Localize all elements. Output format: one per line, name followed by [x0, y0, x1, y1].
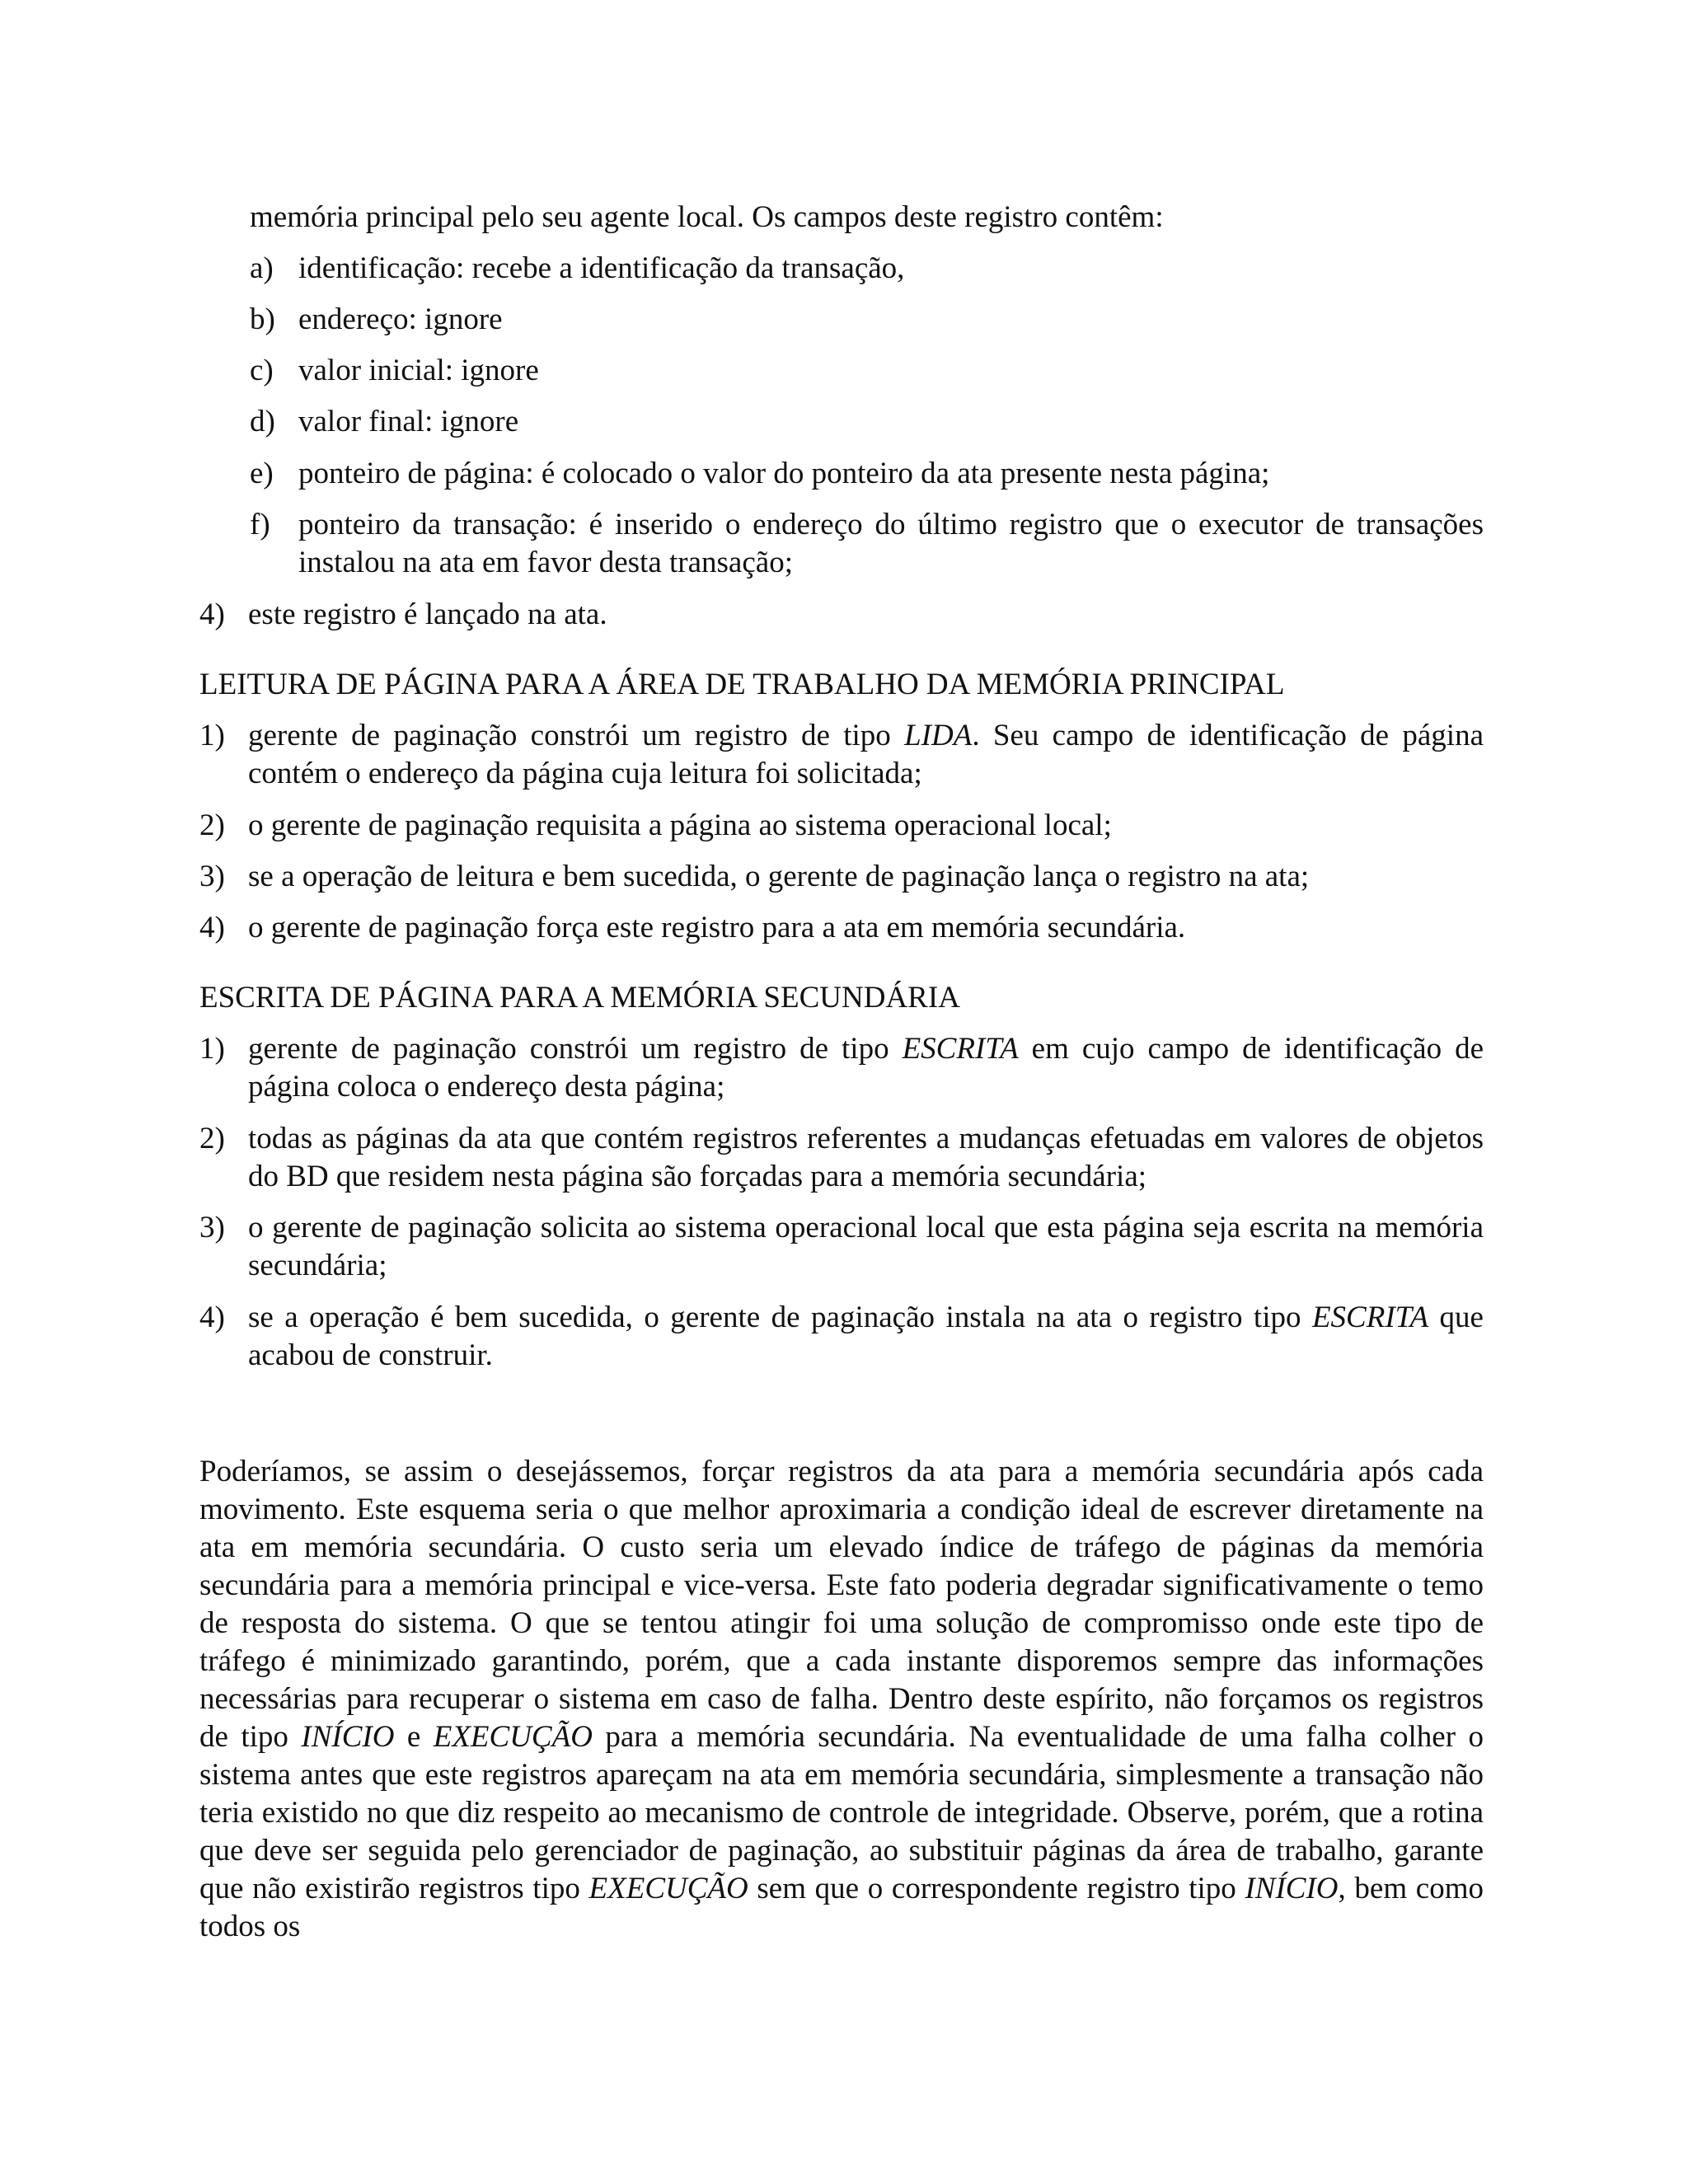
- field-label: e): [250, 457, 274, 490]
- field-item-d: [250, 403, 1484, 441]
- field-item-f: [250, 506, 1484, 582]
- step-text: gerente de paginação constrói um registro de tipo LIDA. Seu campo de identificação de página contém o endereço da página cuja leitura foi solicitada;: [248, 719, 1484, 790]
- step-text: o gerente de paginação solicita ao sistema operacional local que esta página seja escrita na memória secundária;: [248, 1211, 1484, 1282]
- step-label: 3): [199, 1211, 225, 1244]
- step-label: 2): [199, 808, 225, 842]
- leitura-item-1: [199, 717, 1484, 793]
- step-label: 4): [199, 911, 225, 944]
- field-label: b): [250, 302, 275, 336]
- section-heading-leitura: LEITURA DE PÁGINA PARA A ÁREA DE TRABALHO DA MEMÓRIA PRINCIPAL: [199, 668, 1285, 701]
- escrita-item-4: [199, 1299, 1484, 1375]
- field-label: a): [250, 251, 274, 285]
- escrita-item-1: [199, 1030, 1484, 1106]
- field-text: ponteiro da transação: é inserido o endereço do último registro que o executor de transações instalou na ata em favor desta transação;: [298, 508, 1484, 579]
- field-text: identificação: recebe a identificação da transação,: [298, 251, 905, 285]
- emphasis-term: EXECUÇÃO: [433, 1720, 593, 1754]
- section-heading-escrita: ESCRITA DE PÁGINA PARA A MEMÓRIA SECUNDÁRIA: [199, 981, 960, 1015]
- emphasis-term: EXECUÇÃO: [588, 1872, 748, 1905]
- field-label: f): [250, 508, 270, 541]
- body-paragraph: Poderíamos, se assim o desejássemos, forçar registros da ata para a memória secundária após cada movimento. Este esquema seria o que melhor aproximaria a condição ideal de escrever diretamente na ata em memória secundária. O custo seria um elevado índice de tráfego de páginas da memória secundária para a memória principal e vice-versa. Este fato poderia degradar significativamente o temo de resposta do sistema. O que se tentou atingir foi uma solução de compromisso onde este tipo de tráfego é minimizado garantindo, porém, que a cada instante disporemos sempre das informações necessárias para recuperar o sistema em caso de falha. Dentro deste espírito, não forçamos os registros de tipo INÍCIO e EXECUÇÃO para a memória secundária. Na eventualidade de uma falha colher o sistema antes que este registros apareçam na ata em memória secundária, simplesmente a transação não teria existido no que diz respeito ao mecanismo de controle de integridade. Observe, porém, que a rotina que deve ser seguida pelo gerenciador de paginação, ao substituir páginas da área de trabalho, garante que não existirão registros tipo EXECUÇÃO sem que o correspondente registro tipo INÍCIO, bem como todos os: [199, 1455, 1484, 1943]
- step-text: se a operação é bem sucedida, o gerente de paginação instala na ata o registro tipo ESCRITA que acabou de construir.: [248, 1301, 1484, 1372]
- escrita-item-3: [199, 1209, 1484, 1285]
- step-text: o gerente de paginação requisita a página ao sistema operacional local;: [248, 808, 1112, 842]
- step-text: o gerente de paginação força este registro para a ata em memória secundária.: [248, 911, 1186, 944]
- leitura-item-2: [199, 807, 1484, 845]
- step-label: 1): [199, 719, 225, 752]
- field-item-c: [250, 352, 1484, 390]
- emphasis-term: ESCRITA: [1311, 1301, 1429, 1334]
- step-text: gerente de paginação constrói um registro de tipo ESCRITA em cujo campo de identificação de página coloca o endereço desta página;: [248, 1032, 1484, 1104]
- emphasis-term: LIDA: [904, 719, 973, 752]
- field-item-a: [250, 250, 1484, 288]
- field-item-b: [250, 301, 1484, 339]
- step-label: 2): [199, 1122, 225, 1155]
- step-label: 3): [199, 860, 225, 893]
- step-label: 4): [199, 1301, 225, 1334]
- leitura-item-3: [199, 858, 1484, 896]
- step-text: se a operação de leitura e bem sucedida, o gerente de paginação lança o registro na ata;: [248, 860, 1310, 893]
- field-text: endereço: ignore: [298, 302, 503, 336]
- leitura-item-4: [199, 909, 1484, 947]
- step-label: 1): [199, 1032, 225, 1066]
- step-text: este registro é lançado na ata.: [248, 598, 607, 631]
- step-text: todas as páginas da ata que contém registros referentes a mudanças efetuadas em valores de objetos do BD que residem nesta página são forçadas para a memória secundária;: [248, 1122, 1484, 1193]
- field-item-e: [250, 455, 1484, 493]
- intro-line: memória principal pelo seu agente local. Os campos deste registro contêm:: [250, 200, 1164, 234]
- field-text: valor inicial: ignore: [298, 354, 539, 387]
- field-label: d): [250, 405, 275, 438]
- emphasis-term: ESCRITA: [902, 1032, 1019, 1066]
- step-item-4: [199, 596, 1484, 634]
- emphasis-term: INÍCIO: [1245, 1872, 1339, 1905]
- field-text: ponteiro de página: é colocado o valor do ponteiro da ata presente nesta página;: [298, 457, 1270, 490]
- escrita-item-2: [199, 1120, 1484, 1196]
- step-label: 4): [199, 598, 225, 631]
- field-label: c): [250, 354, 274, 387]
- emphasis-term: INÍCIO: [301, 1720, 395, 1754]
- field-text: valor final: ignore: [298, 405, 519, 438]
